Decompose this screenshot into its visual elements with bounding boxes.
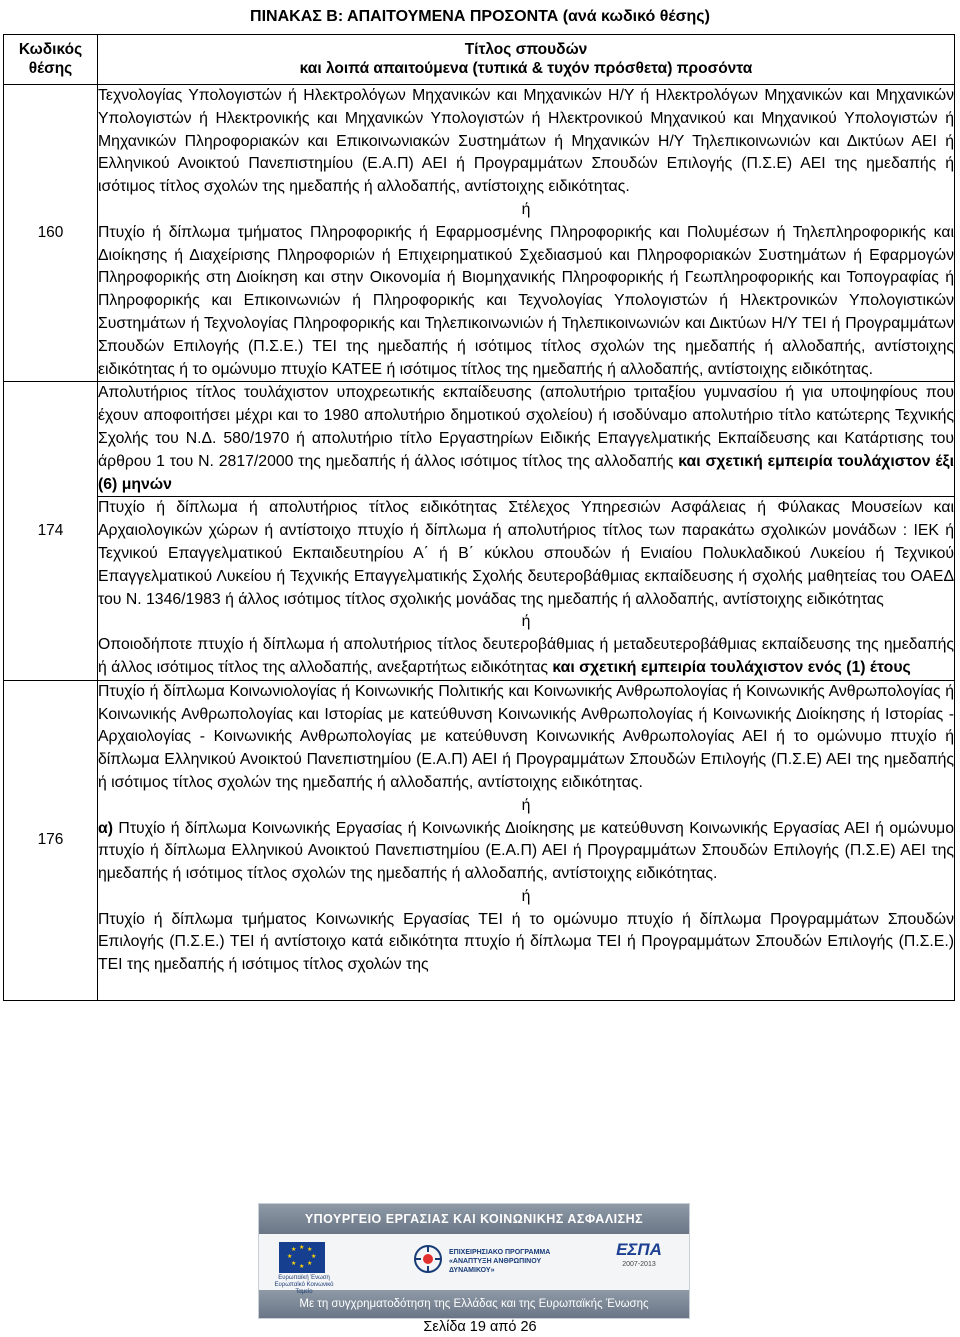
requirement-text: Απολυτήριος τίτλος τουλάχιστον υποχρεωτικής εκπαίδευσης (απολυτήριο τριταξίου γυμνασίου ή για υποψηφίους που έχουν αποφοιτήσει μέχρι και το 1980 απολυτήριο δημοτικού σχολείου) ή ισοδύναμο απολυτήριο τίτλο κατώτερης Τεχνικής Σχολής του Ν.Δ. 580/1970 ή απολυτήριο τίτλο Εργαστηρίων Ειδικής Επαγγελματικής Εκπαίδευσης και Κατάρτισης του άρθρου 1 του Ν. 2817/2000 της ημεδαπής ή άλλος ισότιμος τίτλος της αλλοδαπής και σχετική εμπειρία τουλάχιστον έξι (6) μηνών	[98, 384, 954, 493]
requirement-text: Πτυχίο ή δίπλωμα τμήματος Πληροφορικής ή Εφαρμοσμένης Πληροφορικής και Πολυμέσων ή Τηλεπληροφορικής και Διοίκησης ή Διαχείρισης Πληροφοριών ή Επιχειρηματικού Σχεδιασμού και Πληροφοριακών Συστημάτων ή Εφαρμογών Πληροφορικής στη Διοίκηση και στην Οικονομία ή Βιομηχανικής Πληροφορικής ή Γεωπληροφορικής και Τοπογραφίας ή Πληροφορικής και Επικοινωνιών ή Πληροφορικής και Τεχνολογίας Υπολογιστών ή Ηλεκτρονικών Υπολογιστικών Συστημάτων ή Τεχνολογίας Πληροφορικής και Τηλεπικοινωνιών ή Τηλεπικοινωνιών και Δικτύων Η/Υ ΤΕΙ ή Προγραμμάτων Σπουδών Επιλογής (Π.Σ.Ε.) ΤΕΙ της ημεδαπής ή ισότιμος τίτλος σχολών της ημεδαπής ή αλλοδαπής, αντίστοιχης ειδικότητας ή το ομώνυμο πτυχίο ΚΑΤΕΕ ή ισότιμος τίτλος της ημεδαπής ή αλλοδαπής, αντίστοιχης ειδικότητας.	[98, 223, 954, 378]
position-code: 176	[4, 680, 98, 1000]
or-separator: ή	[521, 887, 531, 905]
table-row	[4, 497, 955, 680]
table-header-row	[4, 35, 955, 85]
table-row	[4, 680, 955, 1000]
position-requirements	[98, 497, 955, 680]
experience-requirement: και σχετική εμπειρία τουλάχιστον ενός (1) έτους	[552, 658, 911, 676]
requirement-text: Πτυχίο ή δίπλωμα ή απολυτήριος τίτλος ειδικότητας Στέλεχος Υπηρεσιών Ασφάλειας ή Φύλακας Μουσείων και Αρχαιολογικών χώρων ή αντίστοιχο πτυχίο ή δίπλωμα ή απολυτήριος τίτλος των παρακάτω σχολικών μονάδων : ΙΕΚ ή Τεχνικού Επαγγελματικού Εκπαιδευτηρίου Α΄ ή Β΄ κύκλου σπουδών ή Ενιαίου Πολυκλαδικού Λυκείου ή Τεχνικού Επαγγελματικού Λυκείου ή Τεχνικής Επαγγελματικής Σχολής δευτεροβάθμιας εκπαίδευσης ή σχολής μαθητείας του ΟΑΕΔ του Ν. 1346/1983 ή άλλος ισότιμος τίτλος σχολικής μονάδας της ημεδαπής ή αλλοδαπής, αντίστοιχης ειδικότητας	[98, 499, 954, 608]
position-code: 174	[4, 382, 98, 680]
program-name: ΕΠΙΧΕΙΡΗΣΙΑΚΟ ΠΡΟΓΡΑΜΜΑ «ΑΝΑΠΤΥΞΗ ΑΝΘΡΩΠΙΝΟΥ ΔΥΝΑΜΙΚΟΥ»	[449, 1249, 551, 1274]
position-requirements	[98, 85, 955, 382]
or-separator: ή	[521, 200, 531, 218]
requirement-text: Οποιοδήποτε πτυχίο ή δίπλωμα ή απολυτήριος τίτλος δευτεροβάθμιας ή μεταδευτεροβάθμιας εκπαίδευσης της ημεδαπής ή άλλος ισότιμος τίτλος της αλλοδαπής, ανεξαρτήτως ειδικότητας και σχετική εμπειρία τουλάχιστον ενός (1) έτους	[98, 636, 954, 676]
table-row	[4, 382, 955, 497]
requirements-table	[3, 34, 955, 1001]
requirement-text: α) Πτυχίο ή δίπλωμα Κοινωνικής Εργασίας ή Κοινωνικής Διοίκησης με κατεύθυνση Κοινωνικής Εργασίας ΑΕΙ ή ομώνυμο πτυχίο ή δίπλωμα Ελληνικού Ανοικτού Πανεπιστημίου (Ε.Α.Π) ΑΕΙ ή Προγραμμάτων Σπουδών Επιλογής (Π.Σ.Ε) ΑΕΙ της ημεδαπής ή ισότιμος τίτλος σχολών της ημεδαπής ή αλλοδαπής, αντίστοιχης ειδικότητας.	[98, 819, 955, 883]
espa-logo: ΕΣΠΑ 2007-2013	[616, 1240, 662, 1268]
page-number: Σελίδα 19 από 26	[423, 1319, 537, 1335]
table-row	[4, 85, 955, 382]
requirement-text: Πτυχίο ή δίπλωμα τμήματος Κοινωνικής Εργασίας ΤΕΙ ή το ομώνυμο πτυχίο ή δίπλωμα Προγραμμάτων Σπουδών Επιλογής (Π.Σ.Ε.) ΤΕΙ ή αντίστοιχο κατά ειδικότητα πτυχίο ή δίπλωμα ΤΕΙ ή Προγραμμάτων Σπουδών Επιλογής (Π.Σ.Ε.) ΤΕΙ της ημεδαπής ή ισότιμος τίτλος σχολών της	[98, 910, 954, 974]
eu-flag-icon: ★ ★ ★ ★ ★ ★ ★ ★	[279, 1242, 325, 1273]
position-code: 160	[4, 85, 98, 382]
header-description: Τίτλος σπουδών και λοιπά απαιτούμενα (τυπικά & τυχόν πρόσθετα) προσόντα	[98, 35, 955, 85]
ministry-name: ΥΠΟΥΡΓΕΙΟ ΕΡΓΑΣΙΑΣ ΚΑΙ ΚΟΙΝΩΝΙΚΗΣ ΑΣΦΑΛΙΣΗΣ	[259, 1204, 689, 1234]
requirement-text: Πτυχίο ή δίπλωμα Κοινωνιολογίας ή Κοινωνικής Πολιτικής και Κοινωνικής Ανθρωπολογίας ή Κοινωνικής Ανθρωπολογίας ή Κοινωνικής Ανθρωπολογίας και Ιστορίας με κατεύθυνση Κοινωνικής Ανθρωπολογίας ή Κοινωνικής Διοίκησης ή Ιστορίας - Αρχαιολογίας - Κοινωνικής Ανθρωπολογίας με κατεύθυνση Κοινωνικής Ανθρωπολογίας ΑΕΙ ή το ομώνυμο πτυχίο ή δίπλωμα Ελληνικού Ανοικτού Πανεπιστημίου (Ε.Α.Π) ΑΕΙ ή Προγραμμάτων Σπουδών Επιλογής (Π.Σ.Ε) ΑΕΙ της ημεδαπής ή ισότιμος τίτλος σχολών της ημεδαπής ή αλλοδαπής, αντίστοιχης ειδικότητας.	[98, 682, 954, 791]
requirement-text: Τεχνολογίας Υπολογιστών ή Ηλεκτρολόγων Μηχανικών και Μηχανικών Η/Υ ή Ηλεκτρολόγων Μηχανικών και Μηχανικών Υπολογιστών ή Ηλεκτρονικής και Μηχανικών Υπολογιστών ή Ηλεκτρονικού Μηχανικού και Μηχανικού Υπολογιστών ή Μηχανικών Πληροφοριακών και Επικοινωνιακών Συστημάτων ή Μηχανικών Η/Υ Τηλεπικοινωνιών και Δικτύων ΑΕΙ ή Ελληνικού Ανοικτού Πανεπιστημίου (Ε.Α.Π) ΑΕΙ ή Προγραμμάτων Σπουδών Επιλογής (Π.Σ.Ε) ΑΕΙ της ημεδαπής ή ισότιμος τίτλος σχολών της ημεδαπής ή αλλοδαπής, αντίστοιχης ειδικότητας.	[98, 87, 954, 196]
item-label: α)	[98, 819, 113, 837]
page-title: ΠΙΝΑΚΑΣ Β: ΑΠΑΙΤΟΥΜΕΝΑ ΠΡΟΣΟΝΤΑ (ανά κωδικό θέσης)	[250, 8, 710, 25]
position-requirements	[98, 382, 955, 497]
position-requirements	[98, 680, 955, 1000]
eu-caption: Ευρωπαϊκή Ένωση Ευρωπαϊκό Κοινωνικό Ταμείο	[274, 1275, 334, 1295]
or-separator: ή	[521, 613, 531, 631]
experience-requirement: και σχετική εμπειρία τουλάχιστον έξι (6) μηνών	[98, 452, 954, 493]
cofinance-text: Με τη συγχρηματοδότηση της Ελλάδας και της Ευρωπαϊκής Ένωσης	[259, 1290, 689, 1318]
truncated-block	[98, 909, 954, 1000]
or-separator: ή	[521, 796, 531, 814]
program-logo-icon	[413, 1244, 443, 1274]
funding-banner	[258, 1203, 690, 1319]
header-code: Κωδικός θέσης	[4, 35, 98, 85]
logos-strip	[259, 1234, 689, 1295]
